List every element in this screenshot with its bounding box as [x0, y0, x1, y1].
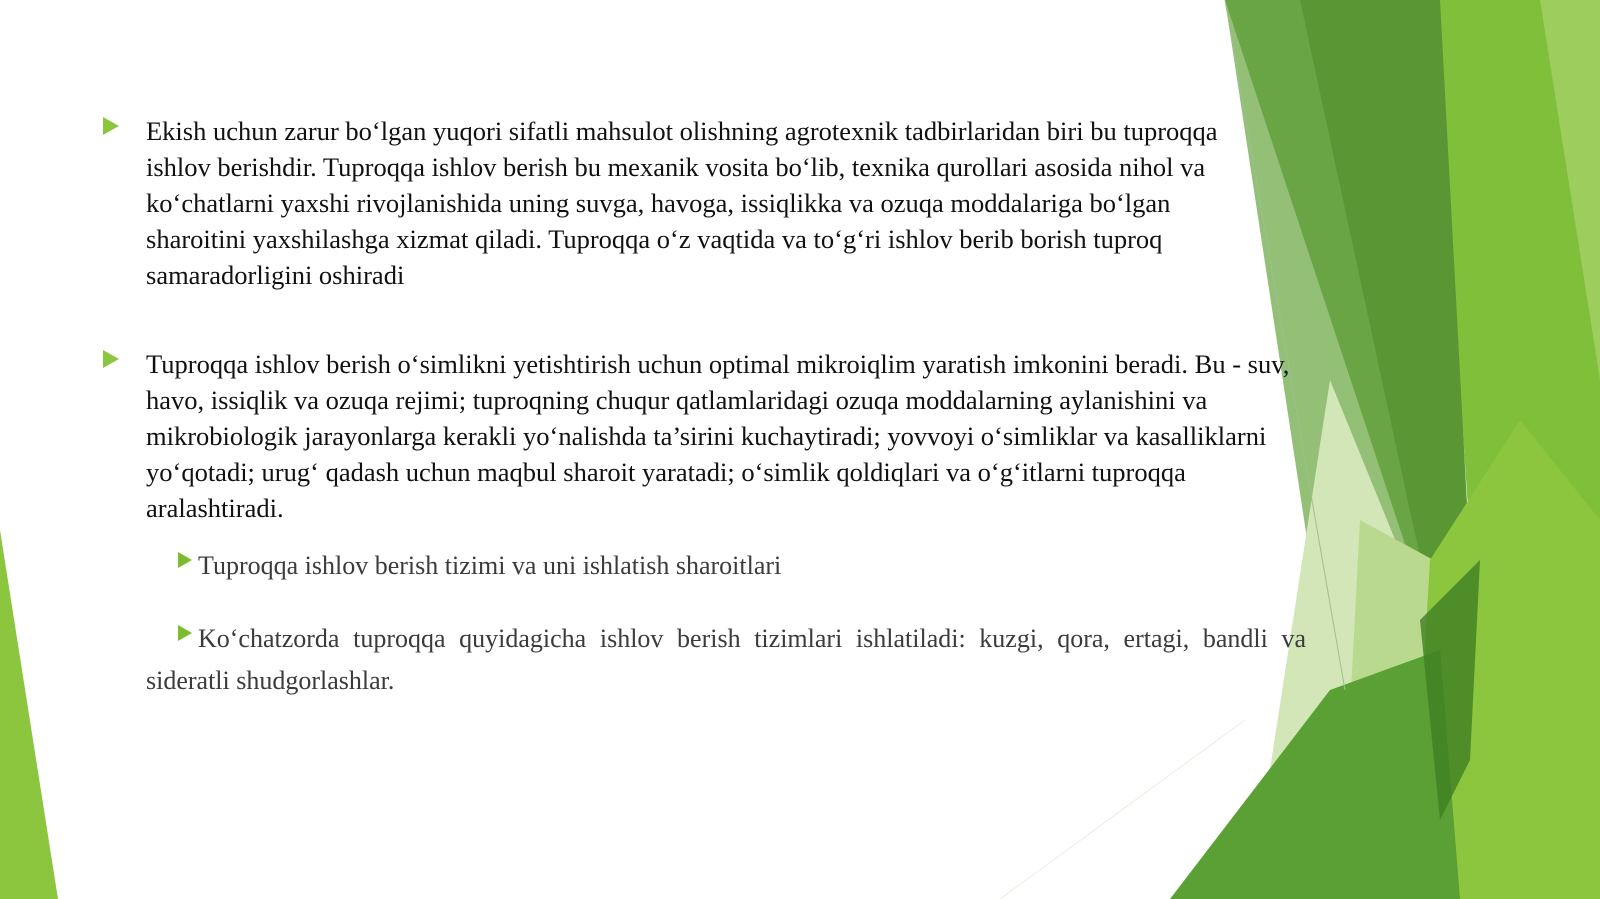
sub-bullet-text-2: Ko‘chatzorda tuproqqa quyidagicha ishlov berish tizimlari ishlatiladi: kuzgi, qora, ertagi, bandli va sideratli shudgorlashlar.	[146, 624, 1306, 695]
triangle-right-icon	[103, 117, 119, 135]
sub-bullet-text-1: Tuproqqa ishlov berish tizimi va uni ishlatish sharoitlari	[198, 551, 782, 580]
bullet-text-1: Ekish uchun zarur bo‘lgan yuqori sifatli mahsulot olishning agrotexnik tadbirlaridan biri bu tuproqqa ishlov berishdir. Tuproqqa ishlov berish bu mexanik vosita bo‘lib, texnika qurollari asosida nihol va ko‘chatlarni yaxshi rivojlanishida uning suvga, havoga, issiqlikka va ozuqa moddalariga bo‘lgan sharoitini yaxshilashga xizmat qiladi. Tuproqqa o‘z vaqtida va to‘g‘ri ishlov berib borish tuproq samaradorligini oshiradi	[146, 116, 1218, 290]
sub-bullet-text-2-block	[146, 618, 1306, 702]
triangle-right-icon	[178, 625, 192, 641]
triangle-right-icon	[178, 552, 192, 568]
triangle-right-icon	[103, 350, 119, 368]
bullet-text-2: Tuproqqa ishlov berish o‘simlikni yetishtirish uchun optimal mikroiqlim yaratish imkonini beradi. Bu - suv, havo, issiqlik va ozuqa rejimi; tuproqning chuqur qatlamlaridagi ozuqa moddalarning aylanishini va mikrobiologik jarayonlarga kerakli yo‘nalishda ta’sirini kuchaytiradi; yovvoyi o‘simliklar va kasalliklarni yo‘qotadi; urug‘ qadash uchun maqbul sharoit yaratadi; o‘simlik qoldiqlari va o‘g‘itlarni tuproqqa aralashtiradi.	[146, 349, 1290, 523]
